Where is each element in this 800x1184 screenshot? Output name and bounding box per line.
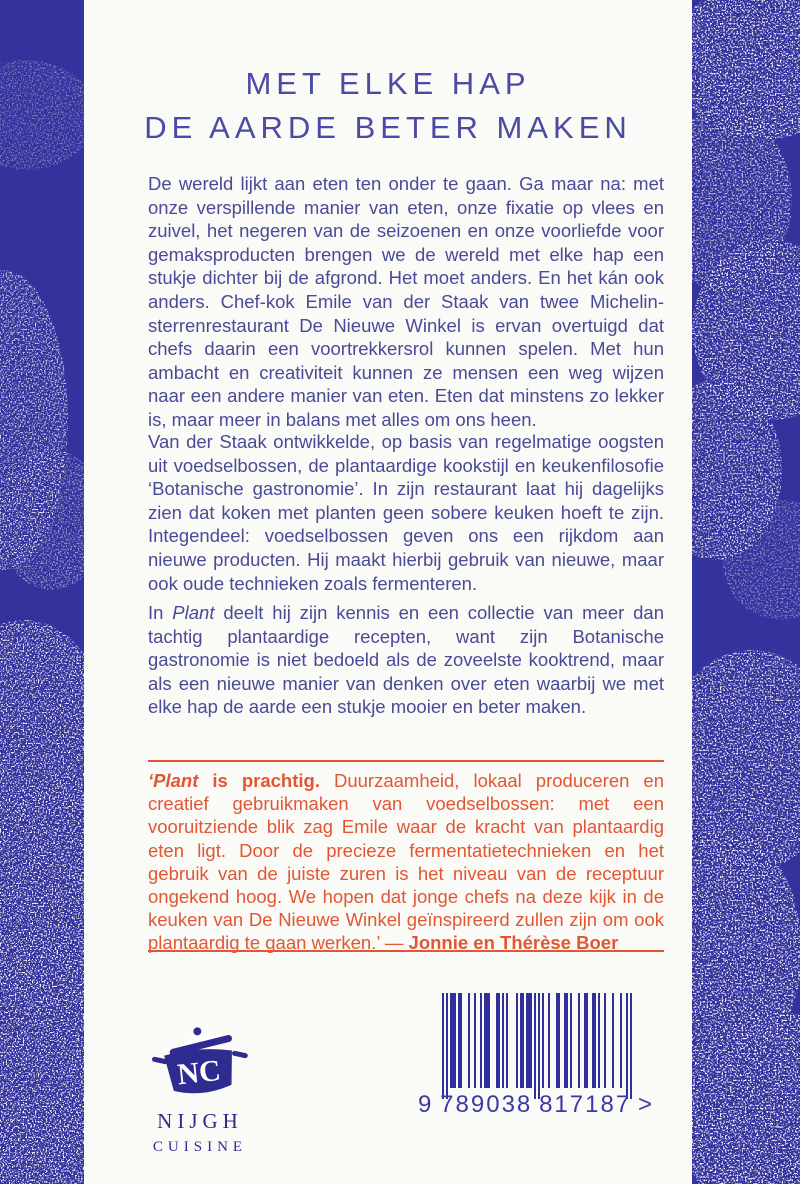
title-line-1: MET ELKE HAP xyxy=(245,66,531,101)
left-border-art xyxy=(0,0,84,1184)
right-border-art xyxy=(692,0,800,1184)
publisher-name: NIJGH xyxy=(157,1109,243,1133)
p3-rest: deelt hij zijn kennis en een collectie van meer dan tachtig plantaardige recepten, want zijn Botanische gastronomie is niet bedoeld als de zoveelste kooktrend, maar als een nieuwe manier van denken over eten waarbij we met elke hap de aarde een stukje mooier en beter maken. xyxy=(148,602,664,718)
barcode-chevron: > xyxy=(637,1091,654,1118)
quote-top-rule xyxy=(148,760,664,762)
publisher-logo xyxy=(140,1026,260,1156)
quote-body: Duurzaamheid, lokaal produceren en creatief gebruikmaken van voedselbossen: met een vooruitziende blik zag Emile waar de kracht van plantaardig eten ligt. Door de precieze fermentatietechnieken en het gebruik van de juiste zuren is het niveau van de receptuur ongekend hoog. We hopen dat jonge chefs na deze kijk in de keuken van De Nieuwe Winkel geïnspireerd zullen zijn om ook plantaardig te gaan werken.’ — xyxy=(148,770,664,954)
isbn-group-1: 789038 xyxy=(440,1091,533,1118)
isbn-barcode xyxy=(418,993,654,1131)
title-line-2: DE AARDE BETER MAKEN xyxy=(144,110,632,145)
p3-prefix: In xyxy=(148,602,173,623)
barcode-bars-icon xyxy=(442,993,632,1101)
publisher-monogram: NC xyxy=(175,1053,223,1092)
page-title xyxy=(84,62,692,150)
quote-book-title: ‘Plant xyxy=(148,770,199,791)
quote-attribution: Jonnie en Thérèse Boer xyxy=(408,932,619,954)
cooking-pot-icon xyxy=(152,1026,248,1100)
frost-texture-left-icon xyxy=(0,0,84,1184)
isbn-first-digit: 9 xyxy=(418,1091,434,1118)
frost-texture-right-icon xyxy=(692,0,800,1184)
paragraph-botanical-gastronomy: Van der Staak ontwikkelde, op basis van regelmatige oogsten uit voedselbossen, de plantaardige kookstijl en keukenfilosofie ‘Botanische gastronomie’. In zijn restaurant laat hij dagelijks zien dat koken met planten geen sobere keuken hoeft te zijn. Integendeel: voedselbossen geven ons een rijkdom aan nieuwe producten. Hij maakt hierbij gebruik van nieuwe, maar ook oude technieken zoals fermenteren. xyxy=(148,431,664,594)
review-quote xyxy=(148,769,664,955)
quote-lead-bold: is prachtig. xyxy=(198,770,320,791)
paragraph-book-contents xyxy=(148,601,664,719)
quote-bottom-rule xyxy=(148,950,664,952)
paragraph-world-intro: De wereld lijkt aan eten ten onder te gaan. Ga maar na: met onze verspillende manier van eten, onze fixatie op vlees en zuivel, het negeren van de seizoenen en onze voorliefde voor gemaksproducten brengen we de wereld met elke hap een stukje dichter bij de afgrond. Het moet anders. En het kán ook anders. Chef-kok Emile van der Staak van twee Michelinsterrenrestaurant De Nieuwe Winkel is ervan overtuigd dat chefs daarin een voortrekkersrol kunnen spelen. Met hun ambacht en creativiteit kunnen ze mensen een weg wijzen naar een andere manier van eten. Eten dat minstens zo lekker is, maar meer in balans met alles om ons heen. xyxy=(148,173,664,430)
book-title-italic: Plant xyxy=(172,602,215,623)
isbn-number xyxy=(418,1091,654,1119)
isbn-group-2: 817187 xyxy=(539,1091,632,1118)
publisher-imprint: CUISINE xyxy=(152,1139,248,1155)
